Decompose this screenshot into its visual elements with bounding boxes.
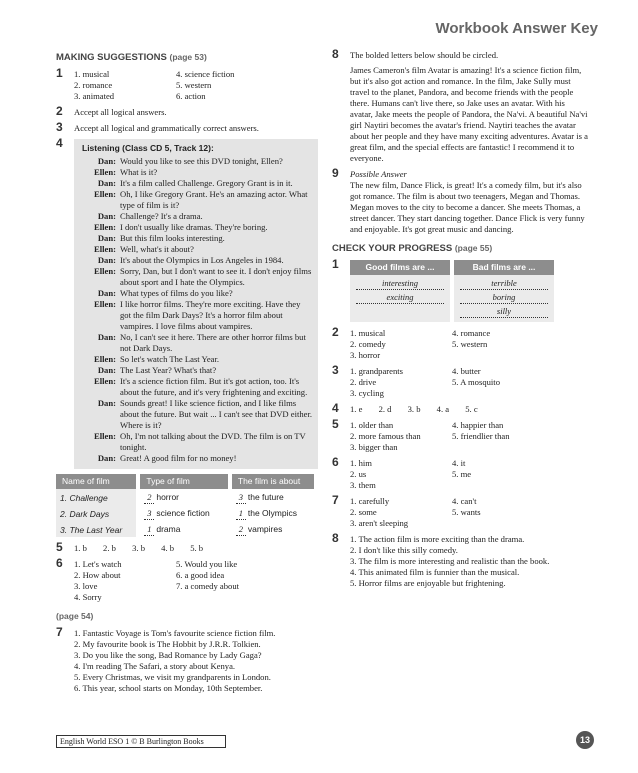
answer: 2. How about	[74, 570, 121, 580]
answer-paragraph: James Cameron's film Avatar is amazing! It's a science fiction film, but it's also got action and romance. In the film, Jake Sully must travel to the planet, Pandora, and become friends with the people there. Humans can't live there, so Jake uses an avatar. With his avatar, Jake meets the people of Pandora, the Na'vi. A beautiful Na'vi girl Naytiri becomes the avatar's friend. Naytiri teaches the avatar about her people and they have many exciting adventures. Avatar is a great film, and the special effects are fantastic! I recommend it to everyone.	[350, 65, 588, 163]
film-about: the future	[247, 492, 284, 502]
left-column	[56, 50, 318, 699]
section-page: (page 53)	[169, 52, 207, 62]
speaker: Ellen:	[94, 167, 116, 177]
table-header: Type of film	[138, 474, 230, 489]
answer: 5. wants	[452, 507, 481, 517]
answer: 3. Do you like the song, Bad Romance by Lady Gaga?	[74, 650, 262, 660]
answer: 4. romance	[452, 328, 491, 338]
answer: 3. b	[132, 543, 145, 553]
answer: Accept all logical answers.	[74, 107, 167, 117]
answer: 4. I'm reading The Safari, a story about Kenya.	[74, 661, 236, 671]
answer: 1. grandparents	[350, 366, 403, 376]
dialogue-line	[78, 233, 312, 244]
listening-transcript	[74, 139, 318, 469]
answer: 2. more famous than	[350, 431, 421, 441]
answer: 1. musical	[350, 328, 386, 338]
exercise-number: 2	[332, 325, 339, 339]
dialogue-text: I don't usually like dramas. They're boring.	[120, 222, 268, 232]
dialogue-text: Sorry, Dan, but I don't want to see it. I don't enjoy films about sport and I hate the Olympics.	[120, 266, 312, 287]
progress-7	[332, 493, 588, 529]
speaker: Ellen:	[94, 376, 116, 386]
answer: 6. action	[176, 91, 206, 101]
possible-answer-label: Possible Answer	[350, 169, 407, 179]
answer: 5. A mosquito	[452, 377, 500, 387]
progress-2	[332, 325, 588, 361]
exercise-number: 6	[332, 455, 339, 469]
progress-1	[332, 257, 588, 322]
section-page: (page 55)	[454, 243, 493, 253]
answer: 5. b	[190, 543, 204, 553]
table-row	[56, 489, 316, 505]
dialogue-text: So let's watch The Last Year.	[120, 354, 220, 364]
dialogue-text: Oh, I like Gregory Grant. He's an amazing actor. What type of film is it?	[120, 189, 308, 210]
answer: 5. c	[465, 404, 478, 414]
answer: 5. Every Christmas, we visit my grandparents in London.	[74, 672, 271, 682]
answer: 3. love	[74, 581, 98, 591]
speaker: Ellen:	[94, 222, 116, 232]
dialogue-line	[78, 431, 312, 453]
answer: 2. some	[350, 507, 377, 517]
dialogue-line	[78, 244, 312, 255]
page-number: 13	[576, 731, 594, 749]
answer: terrible	[460, 278, 548, 290]
answer: 1. The action film is more exciting than the drama.	[350, 534, 525, 544]
answer-paragraph: The new film, Dance Flick, is great! It's a comedy film, but it's also got romance. The film is about two teenagers, Megan and Thomas. Megan moves to the city to become a dancer. She meets Thomas, a street dancer. They start dancing together. Dance Flick is very funny and enjoyable. It's got great music and dancing.	[350, 180, 585, 234]
exercise-number: 8	[332, 531, 339, 545]
film-type: horror	[156, 492, 180, 502]
dialogue-line	[78, 266, 312, 288]
film-table	[56, 474, 318, 537]
answer: 3. animated	[74, 91, 115, 101]
dialogue-text: It's a film called Challenge. Gregory Grant is in it.	[120, 178, 293, 188]
answer: 3. b	[407, 404, 421, 414]
speaker: Dan:	[97, 453, 116, 463]
dialogue-line	[78, 453, 312, 464]
dialogue-line	[78, 156, 312, 167]
speaker: Ellen:	[94, 244, 116, 254]
answer: 2. I don't like this silly comedy.	[350, 545, 458, 555]
answer: 2. drive	[350, 377, 377, 387]
answer: 1. older than	[350, 420, 394, 430]
dialogue-line	[78, 222, 312, 233]
answer: 3. The film is more interesting and realistic than the book.	[350, 556, 550, 566]
answer: 4. science fiction	[176, 69, 235, 79]
answer: boring	[460, 292, 548, 304]
film-name: 3. The Last Year	[56, 521, 138, 537]
speaker: Dan:	[97, 178, 116, 188]
answer: Accept all logical and grammatically correct answers.	[74, 123, 259, 133]
answer-number: 2	[144, 492, 154, 504]
answer: 3. bigger than	[350, 442, 398, 452]
progress-title	[332, 243, 588, 254]
answer: 2. My favourite book is The Hobbit by J.R.R. Tolkien.	[74, 639, 261, 649]
speaker: Dan:	[97, 365, 116, 375]
dialogue-line	[78, 376, 312, 398]
film-name: 1. Challenge	[56, 489, 138, 505]
answer-number: 2	[236, 524, 246, 536]
answer: 1. Let's watch	[74, 559, 122, 569]
table-header: The film is about	[230, 474, 316, 489]
answer: 2. us	[350, 469, 367, 479]
exercise-number: 7	[56, 625, 63, 639]
answer: interesting	[356, 278, 444, 290]
answer: 2. comedy	[350, 339, 386, 349]
dialogue-line	[78, 365, 312, 376]
answer: 4. Sorry	[74, 592, 102, 602]
dialogue-text: It's about the Olympics in Los Angeles in 1984.	[120, 255, 284, 265]
good-bad-table	[350, 260, 558, 322]
answer: 2. d	[378, 404, 392, 414]
dialogue-line	[78, 189, 312, 211]
table-header: Good films are ...	[350, 260, 452, 275]
table-header: Bad films are ...	[452, 260, 556, 275]
answer: 1. him	[350, 458, 372, 468]
film-name: 2. Dark Days	[56, 505, 138, 521]
answer-number: 3	[236, 492, 246, 504]
film-about: the Olympics	[247, 508, 297, 518]
right-column	[332, 47, 588, 594]
exercise-number: 4	[56, 136, 63, 150]
dialogue-line	[78, 167, 312, 178]
answer: 4. butter	[452, 366, 481, 376]
exercise-9	[332, 166, 588, 235]
answer: 1. musical	[74, 69, 110, 79]
page-label	[56, 611, 318, 622]
exercise-number: 9	[332, 166, 339, 180]
answer: 3. them	[350, 480, 376, 490]
speaker: Dan:	[97, 156, 116, 166]
exercise-number: 4	[332, 401, 339, 415]
exercise-number: 5	[56, 540, 63, 554]
section-title	[56, 52, 318, 63]
dialogue-text: It's a science fiction film. But it's got action, too. It's about the future, and it's very frightening and exciting.	[120, 376, 308, 397]
speaker: Ellen:	[94, 354, 116, 364]
exercise-number: 8	[332, 47, 339, 61]
answer: 1. Fantastic Voyage is Tom's favourite science fiction film.	[74, 628, 276, 638]
speaker: Dan:	[97, 288, 116, 298]
dialogue-line	[78, 288, 312, 299]
progress-5	[332, 417, 588, 453]
answer: 3. cycling	[350, 388, 384, 398]
exercise-number: 2	[56, 104, 63, 118]
dialogue-text: Challenge? It's a drama.	[120, 211, 203, 221]
exercise-5	[56, 540, 318, 554]
dialogue-line	[78, 332, 312, 354]
answer-number: 1	[236, 508, 246, 520]
footer-credit: English World ESO 1 © B Burlington Books	[56, 735, 226, 748]
progress-6	[332, 455, 588, 491]
exercise-2	[56, 104, 318, 118]
dialogue-text: But this film looks interesting.	[120, 233, 225, 243]
progress-4	[332, 401, 588, 415]
dialogue-text: What types of films do you like?	[120, 288, 233, 298]
dialogue-text: No, I can't see it here. There are other horror films but not Dark Days.	[120, 332, 306, 353]
exercise-8	[332, 47, 588, 164]
dialogue-text: The Last Year? What's that?	[120, 365, 217, 375]
dialogue-text: I like horror films. They're more exciting. Have they got the film Dark Days? It's a horror film about vampires. I love films about vampires.	[120, 299, 301, 331]
film-type: science fiction	[156, 508, 210, 518]
exercise-number: 3	[332, 363, 339, 377]
dialogue-text: What is it?	[120, 167, 158, 177]
answer: 4. happier than	[452, 420, 504, 430]
table-row	[56, 505, 316, 521]
dialogue-text: Great! A good film for no money!	[120, 453, 237, 463]
answer: 3. horror	[350, 350, 381, 360]
answer: 5. me	[452, 469, 472, 479]
speaker: Ellen:	[94, 266, 116, 276]
answer: 5. friendlier than	[452, 431, 510, 441]
speaker: Dan:	[97, 255, 116, 265]
exercise-number: 1	[332, 257, 339, 271]
instruction: The bolded letters below should be circled.	[350, 50, 499, 60]
answer: 3. aren't sleeping	[350, 518, 409, 528]
transcript-title: Listening (Class CD 5, Track 12):	[82, 143, 214, 153]
table-row	[56, 521, 316, 537]
progress-8	[332, 531, 588, 589]
section-title-text: MAKING SUGGESTIONS	[56, 52, 167, 63]
answer: 6. a good idea	[176, 570, 225, 580]
speaker: Ellen:	[94, 299, 116, 309]
dialogue-text: Oh, I'm not talking about the DVD. The film is on TV tonight.	[120, 431, 306, 452]
answer: 5. western	[176, 80, 212, 90]
speaker: Dan:	[97, 332, 116, 342]
answer: 1. carefully	[350, 496, 390, 506]
exercise-3	[56, 120, 318, 134]
exercise-number: 6	[56, 556, 63, 570]
exercise-7	[56, 625, 318, 694]
exercise-6	[56, 556, 318, 603]
answer: 1. b	[74, 543, 87, 553]
speaker: Dan:	[97, 398, 116, 408]
answer: 4. it	[452, 458, 466, 468]
dialogue-text: Well, what's it about?	[120, 244, 194, 254]
speaker: Dan:	[97, 211, 116, 221]
speaker: Ellen:	[94, 431, 116, 441]
dialogue-line	[78, 398, 312, 431]
answer: exciting	[356, 292, 444, 304]
answer: 5. Would you like	[176, 559, 238, 569]
speaker: Ellen:	[94, 189, 116, 199]
exercise-number: 3	[56, 120, 63, 134]
dialogue-line	[78, 255, 312, 266]
dialogue-line	[78, 178, 312, 189]
dialogue-line	[78, 211, 312, 222]
answer-number: 1	[144, 524, 154, 536]
progress-3	[332, 363, 588, 399]
exercise-1	[56, 66, 318, 102]
exercise-number: 5	[332, 417, 339, 431]
answer: 5. Horror films are enjoyable but frightening.	[350, 578, 506, 588]
dialogue-text: Sounds great! I like science fiction, and I like films about the future. But wait ... I can't see that DVD either. Where is it?	[120, 398, 312, 430]
progress-title-text: CHECK YOUR PROGRESS	[332, 243, 453, 254]
film-about: vampires	[247, 524, 283, 534]
answer: 2. romance	[74, 80, 113, 90]
film-type: drama	[156, 524, 181, 534]
exercise-4	[56, 136, 318, 469]
answer-number: 3	[144, 508, 154, 520]
answer: 4. This animated film is funnier than the musical.	[350, 567, 520, 577]
answer: silly	[460, 306, 548, 318]
answer: 1. e	[350, 404, 363, 414]
answer: 4. can't	[452, 496, 477, 506]
answer: 4. a	[436, 404, 450, 414]
answer: 5. western	[452, 339, 488, 349]
speaker: Dan:	[97, 233, 116, 243]
table-header: Name of film	[56, 474, 138, 489]
page-header: Workbook Answer Key	[435, 20, 598, 37]
dialogue-line	[78, 299, 312, 332]
dialogue-line	[78, 354, 312, 365]
answer: 7. a comedy about	[176, 581, 240, 591]
answer: 2. b	[103, 543, 116, 553]
dialogue-text: Would you like to see this DVD tonight, Ellen?	[120, 156, 283, 166]
exercise-number: 7	[332, 493, 339, 507]
answer: 6. This year, school starts on Monday, 10th September.	[74, 683, 263, 693]
answer: 4. b	[161, 543, 175, 553]
exercise-number: 1	[56, 66, 63, 80]
page-reference: (page 54)	[56, 611, 94, 621]
